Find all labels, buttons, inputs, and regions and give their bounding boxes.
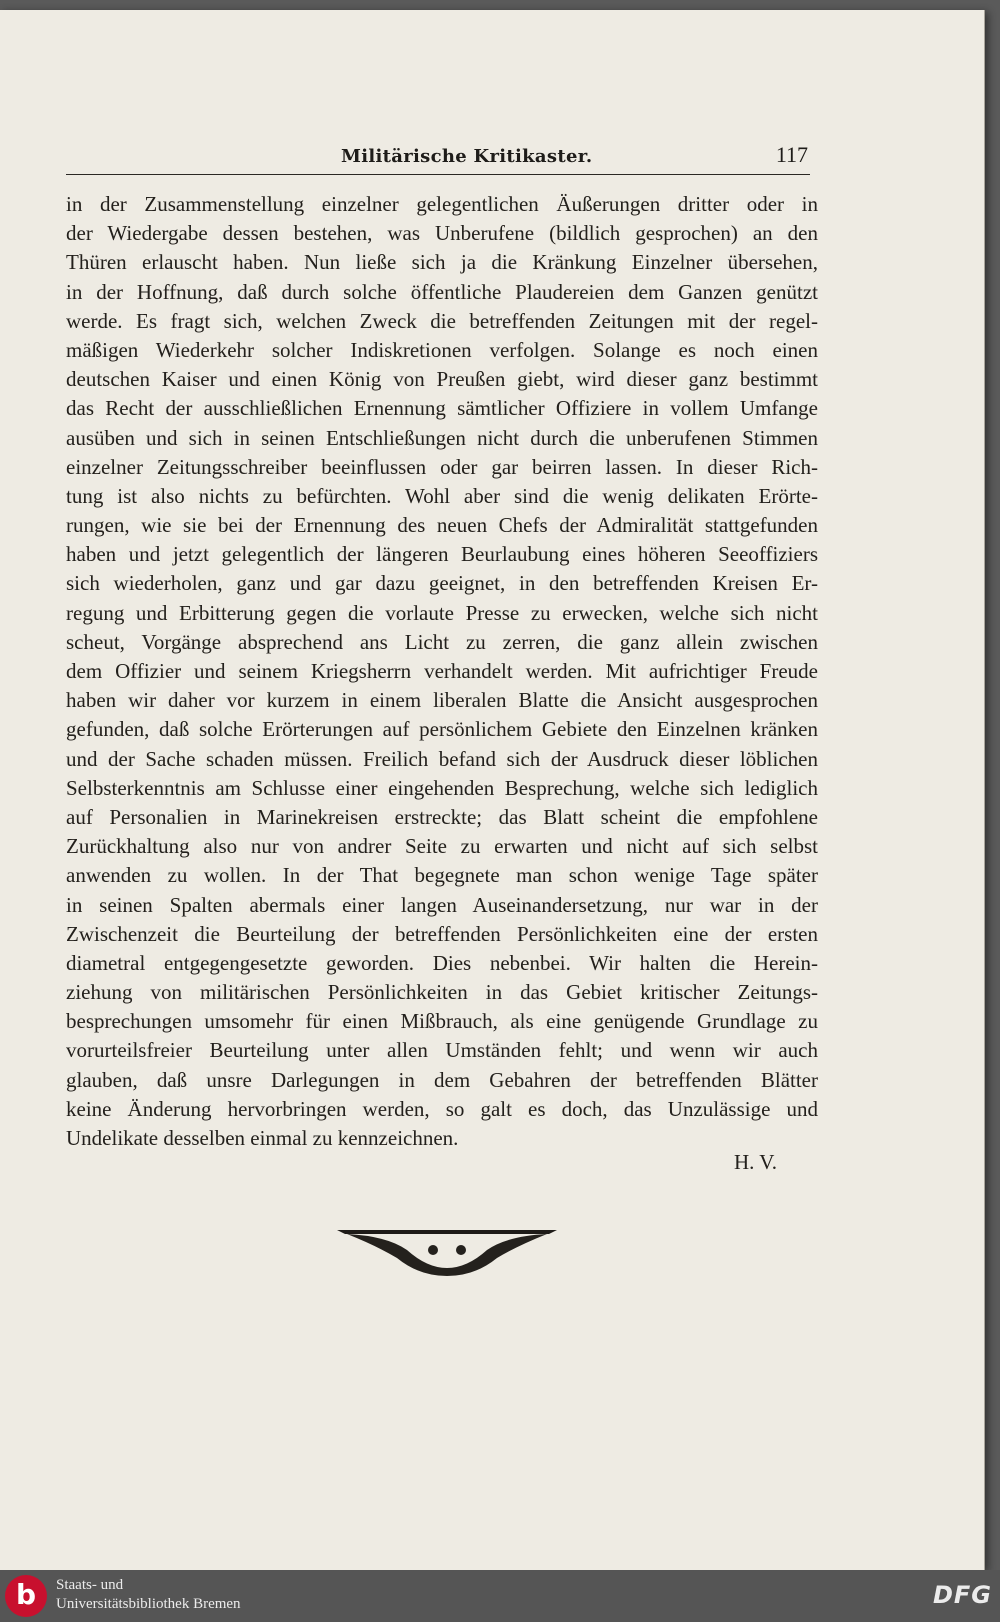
library-name-line-1: Staats- und <box>56 1577 124 1593</box>
text-line: werde. Es fragt sich, welchen Zweck die betreffenden Zeitungen mit der regel- <box>66 308 818 333</box>
text-line: vorurteilsfreier Beurteilung unter allen Umständen fehlt; und wenn wir auch <box>66 1038 818 1063</box>
text-line: regung und Erbitterung gegen die vorlaute Presse zu erwecken, welche sich nicht <box>66 600 818 625</box>
library-logo-icon[interactable]: b <box>5 1575 47 1617</box>
page-number: 117 <box>775 142 808 167</box>
text-line: auf Personalien in Marinekreisen erstreckte; das Blatt scheint die empfohlene <box>66 804 818 829</box>
text-line: scheut, Vorgänge absprechend ans Licht zu zerren, die ganz allein zwischen <box>66 629 818 654</box>
text-line: mäßigen Wiederkehr solcher Indiskretionen verfolgen. Solange es noch einen <box>66 337 818 362</box>
text-line: in der Hoffnung, daß durch solche öffentliche Plaudereien dem Ganzen genützt <box>66 279 818 304</box>
text-line: anwenden zu wollen. In der That begegnete man schon wenige Tage später <box>66 863 818 888</box>
text-line: das Recht der ausschließlichen Ernennung sämtlicher Offiziere in vollem Umfange <box>66 396 818 421</box>
text-line: in der Zusammenstellung einzelner gelegentlichen Äußerungen dritter oder in <box>66 192 818 216</box>
text-line: Zurückhaltung also nur von andrer Seite zu erwarten und nicht auf sich selbst <box>66 834 818 859</box>
text-line: deutschen Kaiser und einen König von Preußen giebt, wird dieser ganz bestimmt <box>66 367 818 392</box>
text-line: der Wiedergabe dessen bestehen, was Unberufene (bildlich gesprochen) an den <box>66 221 818 246</box>
text-line: in seinen Spalten abermals einer langen Auseinandersetzung, nur war in der <box>66 892 818 917</box>
text-line: sich wiederholen, ganz und gar dazu geeignet, in den betreffenden Kreisen Er- <box>66 571 818 596</box>
scanned-page <box>0 10 985 1570</box>
text-line: Selbsterkenntnis am Schlusse einer eingehenden Besprechung, welche sich lediglich <box>66 775 818 800</box>
running-title: Militärische Kritikaster. <box>341 146 593 167</box>
vignette-ornament-icon <box>337 1224 557 1282</box>
author-signature: H. V. <box>734 1150 777 1174</box>
text-line: tung ist also nichts zu befürchten. Wohl aber sind die wenig delikaten Erörte- <box>66 483 818 508</box>
text-line: besprechungen umsomehr für einen Mißbrauch, als eine genügende Grundlage zu <box>66 1009 818 1034</box>
text-line: Undelikate desselben einmal zu kennzeichnen. <box>66 1126 459 1150</box>
text-line: haben und jetzt gelegentlich der längeren Beurlaubung eines höheren Seeoffiziers <box>66 542 818 567</box>
text-line: dem Offizier und seinem Kriegsherrn verhandelt werden. Mit aufrichtiger Freude <box>66 659 818 683</box>
text-line: diametral entgegengesetzte geworden. Dies nebenbei. Wir halten die Herein- <box>66 950 818 975</box>
page-header <box>66 140 810 175</box>
text-line: gefunden, daß solche Erörterungen auf persönlichem Gebiete den Einzelnen kränken <box>66 717 818 742</box>
library-name-line-2: Universitätsbibliothek Bremen <box>56 1596 241 1612</box>
text-line: Zwischenzeit die Beurteilung der betreffenden Persönlichkeiten eine der ersten <box>66 921 818 946</box>
text-line: rungen, wie sie bei der Ernennung des neuen Chefs der Admiralität stattgefunden <box>66 513 818 538</box>
text-line: ausüben und sich in seinen Entschließungen nicht durch die unberufenen Stimmen <box>66 425 818 450</box>
body-text <box>66 190 818 1153</box>
dfg-logo[interactable]: DFG <box>932 1581 992 1609</box>
text-line: Thüren erlauscht haben. Nun ließe sich ja die Kränkung Einzelner übersehen, <box>66 250 818 275</box>
text-line: einzelner Zeitungsschreiber beeinflussen oder gar beirren lassen. In dieser Rich- <box>66 454 818 479</box>
text-line: glauben, daß unsre Darlegungen in dem Gebahren der betreffenden Blätter <box>66 1067 818 1092</box>
text-line: keine Änderung hervorbringen werden, so galt es doch, das Unzulässige und <box>66 1096 818 1121</box>
footer-bar <box>0 1570 1000 1622</box>
text-line: ziehung von militärischen Persönlichkeiten in das Gebiet kritischer Zeitungs- <box>66 980 818 1005</box>
text-line: und der Sache schaden müssen. Freilich befand sich der Ausdruck dieser löblichen <box>66 746 818 771</box>
text-line: haben wir daher vor kurzem in einem liberalen Blatte die Ansicht ausgesprochen <box>66 688 818 713</box>
